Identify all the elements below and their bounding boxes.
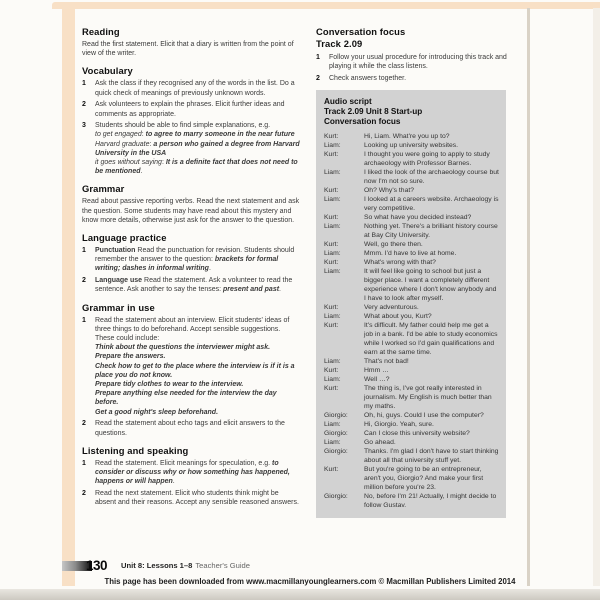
dialogue-row	[324, 447, 499, 465]
section-heading: Conversation focus	[316, 26, 406, 37]
dialogue-text: It's difficult. My father could help me get a job in a bank. I'd be able to study economics while I worked so I'd gain qualifications and earn at the same time.	[364, 321, 498, 356]
speaker-name: Kurt:	[324, 213, 339, 221]
speaker-name: Liam:	[324, 438, 341, 446]
text-run: Students should be able to find simple explanations, e.g.	[95, 122, 271, 130]
dialogue-row	[324, 222, 499, 240]
text-run: Think about the questions the interviewer might ask.	[95, 344, 271, 352]
text-run: Read the statement about echo tags and elicit answers to the questions.	[95, 420, 285, 437]
list-item-text	[95, 489, 301, 507]
list-item	[82, 419, 301, 437]
text-run: Get a good night's sleep beforehand.	[95, 408, 219, 416]
speaker-name: Kurt:	[324, 132, 339, 140]
text-run: .	[140, 168, 143, 176]
dialogue-text: I looked at a careers website. Archaeology is very competitive.	[364, 195, 499, 212]
text-run: Prepare the answers.	[95, 353, 166, 361]
dialogue-text: Hi, Giorgio. Yeah, sure.	[364, 420, 434, 428]
text-run: Read the next statement. Elicit who students think might be absent and their reasons. Accept any sensible reasoned answers.	[95, 489, 299, 507]
dialogue-text: Nothing yet. There's a brilliant history course at Bay City University.	[364, 222, 498, 239]
page-spine-crease	[62, 7, 75, 586]
dialogue-row	[324, 420, 499, 429]
speaker-name: Liam:	[324, 195, 341, 203]
list-number: 1	[82, 80, 86, 88]
speaker-name: Giorgio:	[324, 492, 348, 500]
dialogue-row	[324, 438, 499, 447]
dialogue-text: The thing is, I've got really interested in journalism. My English is much better than my maths.	[364, 384, 492, 410]
audio-script-heading-line: Track 2.09 Unit 8 Start-up	[324, 106, 423, 116]
dialogue-text: Looking up university websites.	[364, 141, 459, 149]
dialogue-text: Thanks. I'm glad I don't have to start thinking about all that university stuff yet.	[364, 447, 499, 464]
list-item	[82, 459, 301, 487]
list-item	[82, 79, 301, 97]
text-run: Ask volunteers to explain the phrases. Elicit further ideas and comments as appropriate.	[95, 101, 285, 118]
audio-script-heading-line: Conversation focus	[324, 116, 401, 126]
text-run: Read about passive reporting verbs. Read the next statement and ask the question. Some students may have read about this mystery and know more details, otherwise just ask for the answer to the question.	[82, 198, 300, 224]
dialogue-text: I thought you were going to apply to study archaeology with Professor Barnes.	[364, 150, 490, 167]
dialogue-row	[324, 213, 499, 222]
speaker-name: Liam:	[324, 312, 341, 320]
speaker-name: Liam:	[324, 267, 341, 275]
dialogue-row	[324, 168, 499, 186]
dialogue-text: Mmm. I'd have to live at home.	[364, 249, 457, 257]
speaker-name: Giorgio:	[324, 411, 348, 419]
audio-script-heading-line: Audio script	[324, 97, 372, 107]
dialogue-row	[324, 465, 499, 492]
numbered-list	[82, 246, 301, 295]
page-edge-right	[593, 8, 600, 586]
text-run: Harvard graduate	[95, 140, 150, 148]
page-edge-top	[52, 2, 600, 9]
speaker-name: Kurt:	[324, 258, 339, 266]
numbered-list	[82, 79, 301, 176]
dialogue-row	[324, 249, 499, 258]
dialogue-text: It will feel like going to school but just a bigger place. I want a completely different experience where I don't know anybody and I have to look after myself.	[364, 267, 497, 302]
dialogue-text: Oh, hi, guys. Could I use the computer?	[364, 411, 484, 419]
numbered-list	[316, 53, 508, 83]
dialogue-text: Very adventurous.	[364, 303, 419, 311]
text-run: Prepare tidy clothes to wear to the interview.	[95, 380, 244, 388]
speaker-name: Liam:	[324, 168, 341, 176]
list-number: 2	[316, 74, 320, 82]
copyright-line: This page has been downloaded from www.macmillanyounglearners.com © Macmillan Publishers Limited 2014	[104, 577, 516, 586]
dialogue-row	[324, 240, 499, 249]
speaker-name: Liam:	[324, 375, 341, 383]
list-number: 1	[82, 316, 86, 324]
text-run: .	[172, 478, 175, 486]
text-run: Follow your usual procedure for introducing this track and playing it while the class listens.	[329, 54, 507, 71]
speaker-name: Kurt:	[324, 186, 339, 194]
dialogue-text: That's not bad!	[364, 357, 409, 365]
dialogue-text: Oh? Why's that?	[364, 186, 415, 194]
text-run: .	[279, 286, 281, 294]
speaker-name: Kurt:	[324, 465, 339, 473]
speaker-name: Kurt:	[324, 150, 339, 158]
dialogue-row	[324, 492, 499, 510]
list-number: 2	[82, 101, 86, 109]
text-run: it goes without saying	[95, 159, 162, 167]
section-heading: Reading	[82, 26, 120, 37]
dialogue-row	[324, 357, 499, 366]
dialogue-text: What's wrong with that?	[364, 258, 436, 266]
list-item-text	[95, 459, 301, 487]
conversation-focus-heading	[316, 26, 508, 49]
unit-label: Unit 8: Lessons 1–8	[121, 561, 193, 570]
text-run: Read the first statement. Elicit that a diary is written from the point of view of the writer.	[82, 41, 294, 58]
page-footer	[62, 558, 540, 586]
speaker-name: Giorgio:	[324, 429, 348, 437]
text-run: to get engaged	[95, 131, 142, 139]
dialogue-text: Go ahead.	[364, 438, 396, 446]
text-run: to agree to marry someone in the near future	[145, 131, 295, 139]
text-run: a person who gained a degree from Harvard University in the USA	[95, 140, 300, 157]
list-item	[82, 316, 301, 417]
list-number: 1	[82, 247, 86, 255]
conversation-focus-instructions	[316, 53, 508, 83]
dialogue-text: What about you, Kurt?	[364, 312, 432, 320]
list-item-text	[95, 79, 301, 97]
speaker-name: Kurt:	[324, 321, 339, 329]
paragraph	[82, 197, 301, 225]
dialogue-text: Hmm …	[364, 366, 389, 374]
dialogue-text: Hi, Liam. What're you up to?	[364, 132, 450, 140]
dialogue-row	[324, 375, 499, 384]
list-item	[82, 121, 301, 176]
speaker-name: Kurt:	[324, 303, 339, 311]
speaker-name: Kurt:	[324, 366, 339, 374]
speaker-name: Kurt:	[324, 240, 339, 248]
text-run: Read the statement about an interview. Elicit students' ideas of three things to do beforehand. Accept sensible suggestions. These could include:	[95, 316, 290, 342]
list-number: 1	[316, 54, 320, 61]
page-number: 130	[86, 558, 108, 573]
list-item-text	[329, 53, 508, 71]
dialogue-row	[324, 321, 499, 357]
list-item	[316, 74, 508, 83]
list-number: 1	[82, 459, 86, 467]
speaker-name: Kurt:	[324, 384, 339, 392]
dialogue-row	[324, 303, 499, 312]
text-run: It is a definite fact that does not need to be mentioned	[95, 159, 298, 176]
list-item	[316, 53, 508, 71]
dialogue-text: So what have you decided instead?	[364, 213, 472, 221]
list-number: 2	[82, 489, 86, 497]
text-run: :	[161, 159, 166, 167]
text-run: :	[149, 140, 154, 148]
list-number: 2	[82, 420, 86, 428]
page-bottom-shadow	[0, 589, 600, 600]
guide-label: Teacher's Guide	[195, 561, 250, 570]
speaker-name: Liam:	[324, 357, 341, 365]
footer-row	[62, 558, 540, 573]
list-item-text	[95, 121, 301, 176]
list-item-text	[329, 74, 508, 83]
dialogue-row	[324, 141, 499, 150]
section-heading: Vocabulary	[82, 65, 133, 77]
dialogue-row	[324, 366, 499, 375]
speaker-name: Liam:	[324, 249, 341, 257]
text-run: to consider or discuss why or how something has happened, happens or will happen	[95, 459, 290, 486]
dialogue-row	[324, 312, 499, 321]
dialogue-row	[324, 150, 499, 168]
dialogue-row	[324, 258, 499, 267]
section-heading: Grammar	[82, 183, 125, 195]
section-heading: Grammar in use	[82, 301, 155, 313]
dialogue-text: Well, go there then.	[364, 240, 423, 248]
dialogue-row	[324, 186, 499, 195]
dialogue-text: No, before I'm 21! Actually, I might decide to follow Gustav.	[364, 492, 497, 509]
speaker-name: Liam:	[324, 420, 341, 428]
list-item	[82, 246, 301, 274]
left-column	[82, 26, 301, 510]
right-column	[316, 26, 508, 518]
text-run: Language use	[95, 277, 143, 285]
dialogue-text: But you're going to be an entrepreneur, aren't you, Giorgio? And make your first million before you're 23.	[364, 465, 484, 491]
numbered-list	[82, 316, 301, 438]
numbered-list	[82, 459, 301, 508]
dialogue-list	[324, 132, 499, 510]
text-run: brackets for formal writing; dashes in informal writing	[95, 256, 279, 273]
dialogue-text: Can I close this university website?	[364, 429, 470, 437]
audio-script-box	[316, 90, 506, 517]
text-run: :	[141, 131, 146, 139]
list-number: 3	[82, 122, 86, 130]
speaker-name: Giorgio:	[324, 447, 348, 455]
list-item-text	[95, 276, 301, 294]
list-item-text	[95, 100, 301, 118]
section-heading: Track 2.09	[316, 38, 363, 49]
speaker-name: Liam:	[324, 222, 341, 230]
list-item-text	[95, 246, 301, 274]
text-run: Check how to get to the place where the interview is if it is a place you do not know.	[95, 362, 295, 379]
text-run: Prepare anything else needed for the interview the day before.	[95, 390, 277, 407]
dialogue-row	[324, 429, 499, 438]
list-item-text	[95, 316, 301, 417]
paragraph	[82, 40, 301, 58]
list-item	[82, 276, 301, 294]
text-run: Read the statement. Elicit meanings for speculation, e.g.	[95, 459, 273, 467]
text-run: .	[208, 265, 211, 273]
list-number: 2	[82, 277, 86, 285]
text-run: present and past	[223, 286, 280, 294]
dialogue-text: I liked the look of the archaeology course but now I'm not so sure.	[364, 168, 499, 185]
text-run: Read the punctuation for revision. Students should remember the answer to the question:	[95, 247, 295, 264]
list-item-text	[95, 419, 301, 437]
audio-script-heading	[324, 97, 499, 126]
section-heading: Listening and speaking	[82, 444, 189, 456]
dialogue-row	[324, 132, 499, 141]
dialogue-text: Well …?	[364, 375, 390, 383]
text-run: Check answers together.	[329, 74, 407, 82]
list-item	[82, 100, 301, 118]
dialogue-row	[324, 267, 499, 303]
page-edge-line	[527, 8, 530, 586]
section-heading: Language practice	[82, 232, 167, 244]
speaker-name: Liam:	[324, 141, 341, 149]
dialogue-row	[324, 195, 499, 213]
dialogue-row	[324, 411, 499, 420]
list-item	[82, 489, 301, 507]
text-run: Punctuation	[95, 247, 136, 255]
text-run: Read the statement. Ask a volunteer to read the sentence. Ask another to say the tenses:	[95, 277, 293, 294]
text-run: Ask the class if they recognised any of the words in the list. Do a quick check of meanings of previously unknown words.	[95, 80, 295, 97]
dialogue-row	[324, 384, 499, 411]
